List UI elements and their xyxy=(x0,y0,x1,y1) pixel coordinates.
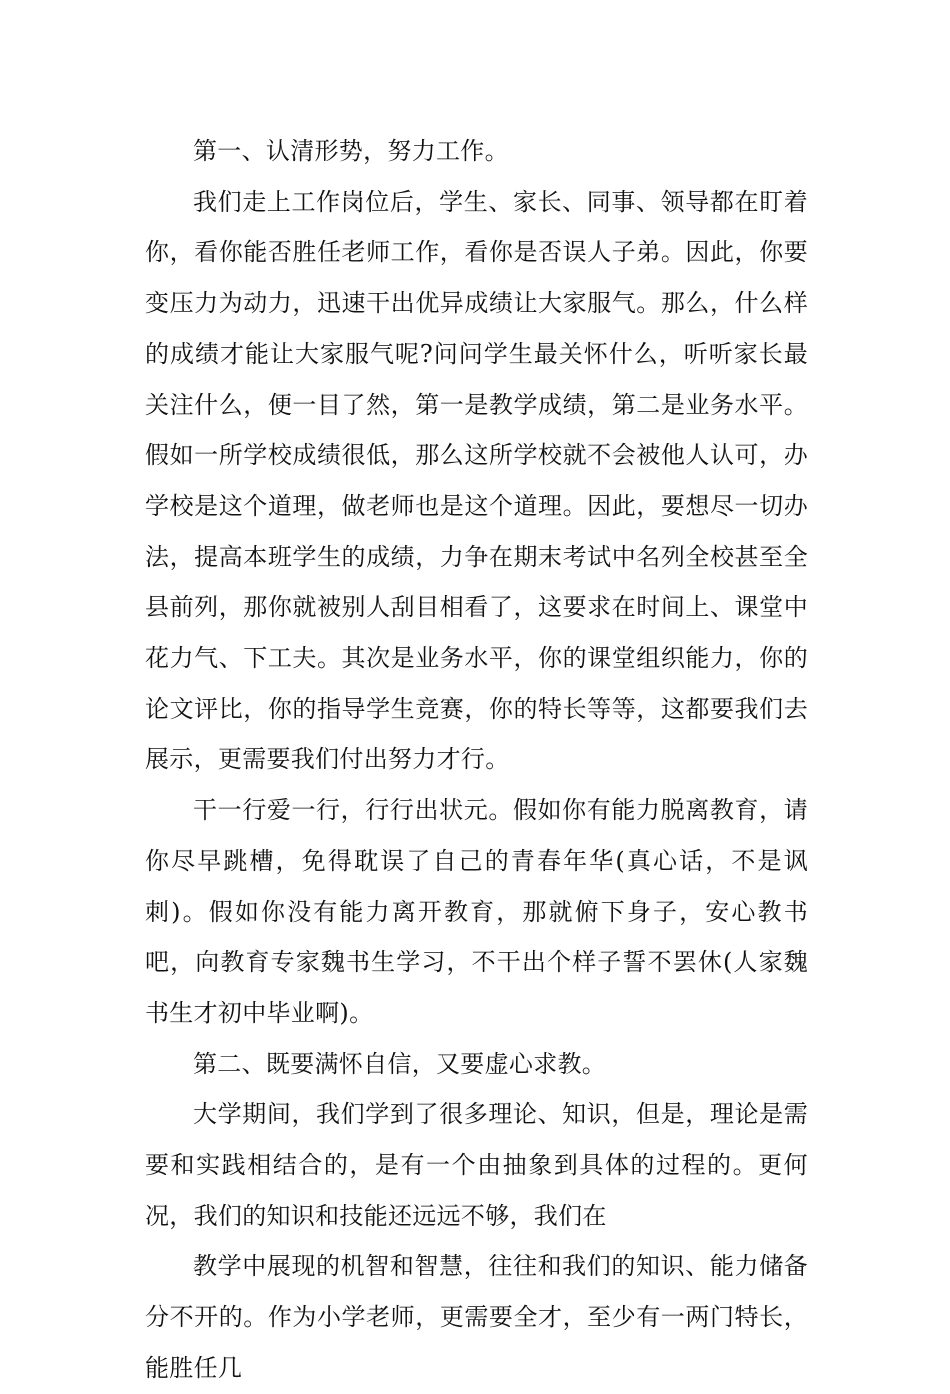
heading-paragraph-2: 第二、既要满怀自信，又要虚心求教。 xyxy=(193,1049,607,1078)
body-paragraph-1: 我们走上工作岗位后，学生、家长、同事、领导都在盯着你，看你能否胜任老师工作，看你是否误人子弟。因此，你要变压力为动力，迅速干出优异成绩让大家服气。那么，什么样的成绩才能让大家服气呢?问问学生最关怀什么，听听家长最关注什么，便一目了然，第一是教学成绩，第二是业务水平。假如一所学校成绩很低，那么这所学校就不会被他人认可，办学校是这个道理，做老师也是这个道理。因此，要想尽一切办法，提高本班学生的成绩，力争在期末考试中名列全校甚至全县前列，那你就被别人刮目相看了，这要求在时间上、课堂中花力气、下工夫。其次是业务水平，你的课堂组织能力，你的论文评比，你的指导学生竞赛，你的特长等等，这都要我们去展示，更需要我们付出努力才行。 xyxy=(145,187,808,774)
heading-paragraph-1: 第一、认清形势，努力工作。 xyxy=(193,137,509,165)
body-paragraph-3: 大学期间，我们学到了很多理论、知识，但是，理论是需要和实践相结合的，是有一个由抽象到具体的过程的。更何况，我们的知识和技能还远远不够，我们在 xyxy=(145,1100,808,1230)
document-body xyxy=(145,126,808,1394)
body-paragraph-2: 干一行爱一行，行行出状元。假如你有能力脱离教育，请你尽早跳槽，免得耽误了自己的青春年华(真心话，不是讽刺)。假如你没有能力离开教育，那就俯下身子，安心教书吧，向教育专家魏书生学习，不干出个样子誓不罢休(人家魏书生才初中毕业啊)。 xyxy=(145,796,808,1027)
body-paragraph-4: 教学中展现的机智和智慧，往往和我们的知识、能力储备分不开的。作为小学老师，更需要全才，至少有一两门特长，能胜任几 xyxy=(145,1252,808,1382)
